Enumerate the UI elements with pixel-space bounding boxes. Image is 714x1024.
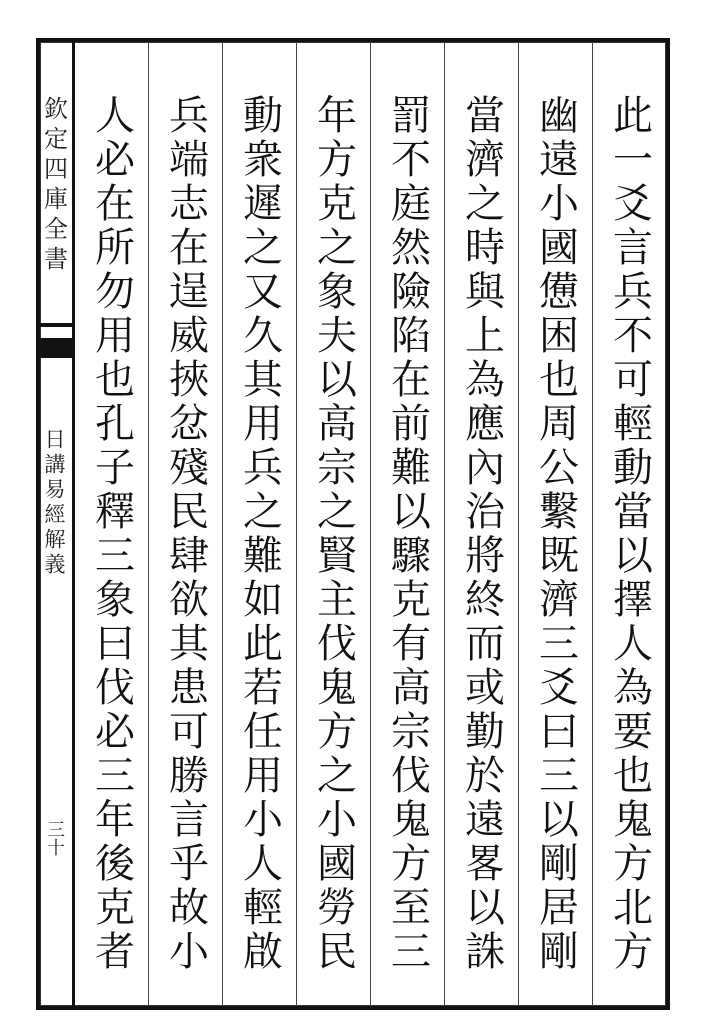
column-text: 此一爻言兵不可輕動當以擇人為要也鬼方北方 — [606, 94, 653, 974]
text-column — [518, 42, 592, 1006]
text-column — [296, 42, 370, 1006]
column-text: 人必在所勿用也孔子釋三象曰伐必三年後克者 — [88, 94, 135, 974]
text-block — [75, 42, 666, 1006]
column-text: 年方克之象夫以高宗之賢主伐鬼方之小國勞民 — [310, 94, 357, 974]
fish-tail-divider — [36, 323, 72, 327]
text-column — [592, 42, 666, 1006]
fish-tail-mark — [36, 338, 72, 358]
text-column — [148, 42, 222, 1006]
margin-collection-title: 欽定四庫全書 — [39, 96, 68, 276]
column-text: 罰不庭然險陷在前難以驟克有高宗伐鬼方至三 — [384, 94, 431, 974]
page-margin-strip — [36, 38, 72, 1010]
text-column — [75, 42, 148, 1006]
margin-book-title: 日講易經解義 — [42, 428, 66, 578]
column-text: 動衆遲之又久其用兵之難如此若任用小人輕啟 — [236, 94, 283, 974]
column-text: 幽遠小國憊困也周公繫既濟三爻曰三以剛居剛 — [532, 94, 579, 974]
text-column — [444, 42, 518, 1006]
column-text: 兵端志在逞威挾忿殘民肆欲其患可勝言乎故小 — [162, 94, 209, 974]
text-column — [222, 42, 296, 1006]
text-column — [370, 42, 444, 1006]
margin-page-number: 三十 — [44, 820, 65, 856]
column-text: 當濟之時與上為應內治將終而或勤於遠畧以誅 — [458, 94, 505, 974]
